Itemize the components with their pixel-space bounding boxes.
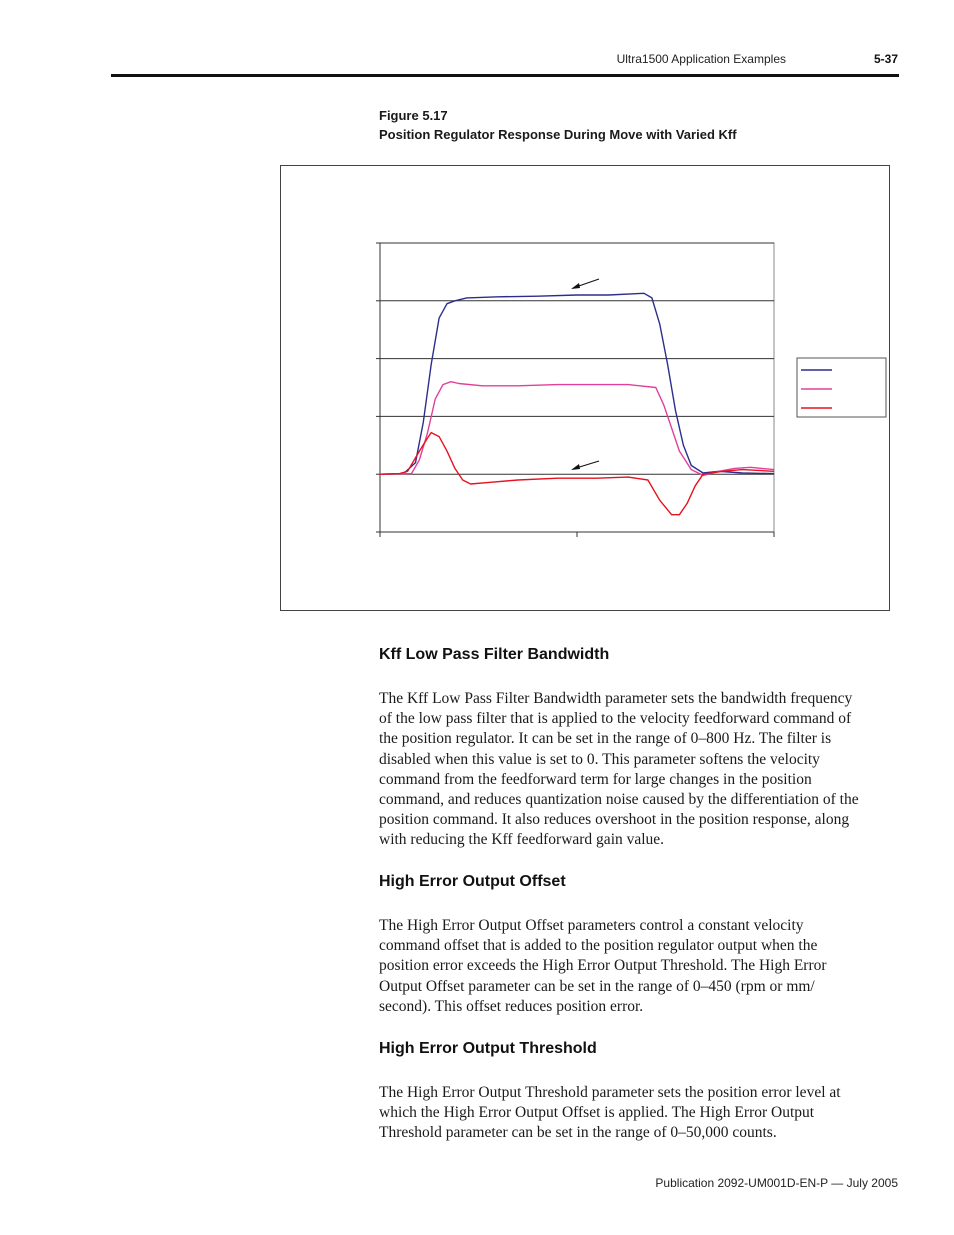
- annotation-arrowhead-bottom: [571, 464, 580, 470]
- text-line: The High Error Output Offset parameters control a constant velocity: [379, 917, 804, 934]
- text-line: position error exceeds the High Error Output Threshold. The High Error: [379, 957, 827, 975]
- chart-frame: [280, 165, 890, 611]
- text-line: command from the feedforward term for large changes in the position: [379, 770, 812, 788]
- text-line: The High Error Output Threshold parameter sets the position error level at: [379, 1084, 841, 1101]
- text-line: disabled when this value is set to 0. This parameter softens the velocity: [379, 750, 820, 768]
- position-response-chart: [281, 166, 889, 610]
- paragraph-high-error-output-offset: [379, 916, 899, 1017]
- paragraph-kff-low-pass-filter: [379, 689, 899, 851]
- paragraph-high-error-output-threshold: [379, 1083, 899, 1144]
- heading-kff-low-pass-filter: Kff Low Pass Filter Bandwidth: [379, 646, 610, 663]
- series-line-2: [380, 382, 774, 476]
- text-line: The Kff Low Pass Filter Bandwidth parameter sets the bandwidth frequency: [379, 690, 853, 707]
- running-header: Ultra1500 Application Examples: [616, 52, 786, 66]
- heading-high-error-output-offset: High Error Output Offset: [379, 873, 566, 890]
- annotation-arrowhead-top: [571, 283, 580, 289]
- figure-title: Position Regulator Response During Move with Varied Kff: [379, 127, 737, 142]
- header-rule: [111, 74, 899, 77]
- text-line: position command. It also reduces overshoot in the position response, along: [379, 811, 850, 829]
- text-line: Threshold parameter can be set in the range of 0–50,000 counts.: [379, 1124, 777, 1142]
- publication-footer: Publication 2092-UM001D-EN-P — July 2005: [655, 1176, 898, 1190]
- text-line: with reducing the Kff feedforward gain value.: [379, 831, 665, 849]
- text-line: command, and reduces quantization noise caused by the differentiation of the: [379, 791, 859, 809]
- text-line: the position regulator. It can be set in the range of 0–800 Hz. The filter is: [379, 730, 832, 748]
- series-line-1: [380, 293, 774, 474]
- page-number: 5-37: [873, 52, 898, 66]
- figure-number: Figure 5.17: [379, 108, 448, 123]
- text-line: of the low pass filter that is applied to the velocity feedforward command of: [379, 710, 852, 728]
- heading-high-error-output-threshold: High Error Output Threshold: [379, 1040, 597, 1057]
- text-line: Output Offset parameter can be set in the range of 0–450 (rpm or mm/: [379, 977, 815, 995]
- series-line-3: [380, 433, 774, 515]
- text-line: which the High Error Output Offset is applied. The High Error Output: [379, 1104, 815, 1122]
- text-line: command offset that is added to the position regulator output when the: [379, 937, 818, 955]
- text-line: second). This offset reduces position error.: [379, 997, 644, 1015]
